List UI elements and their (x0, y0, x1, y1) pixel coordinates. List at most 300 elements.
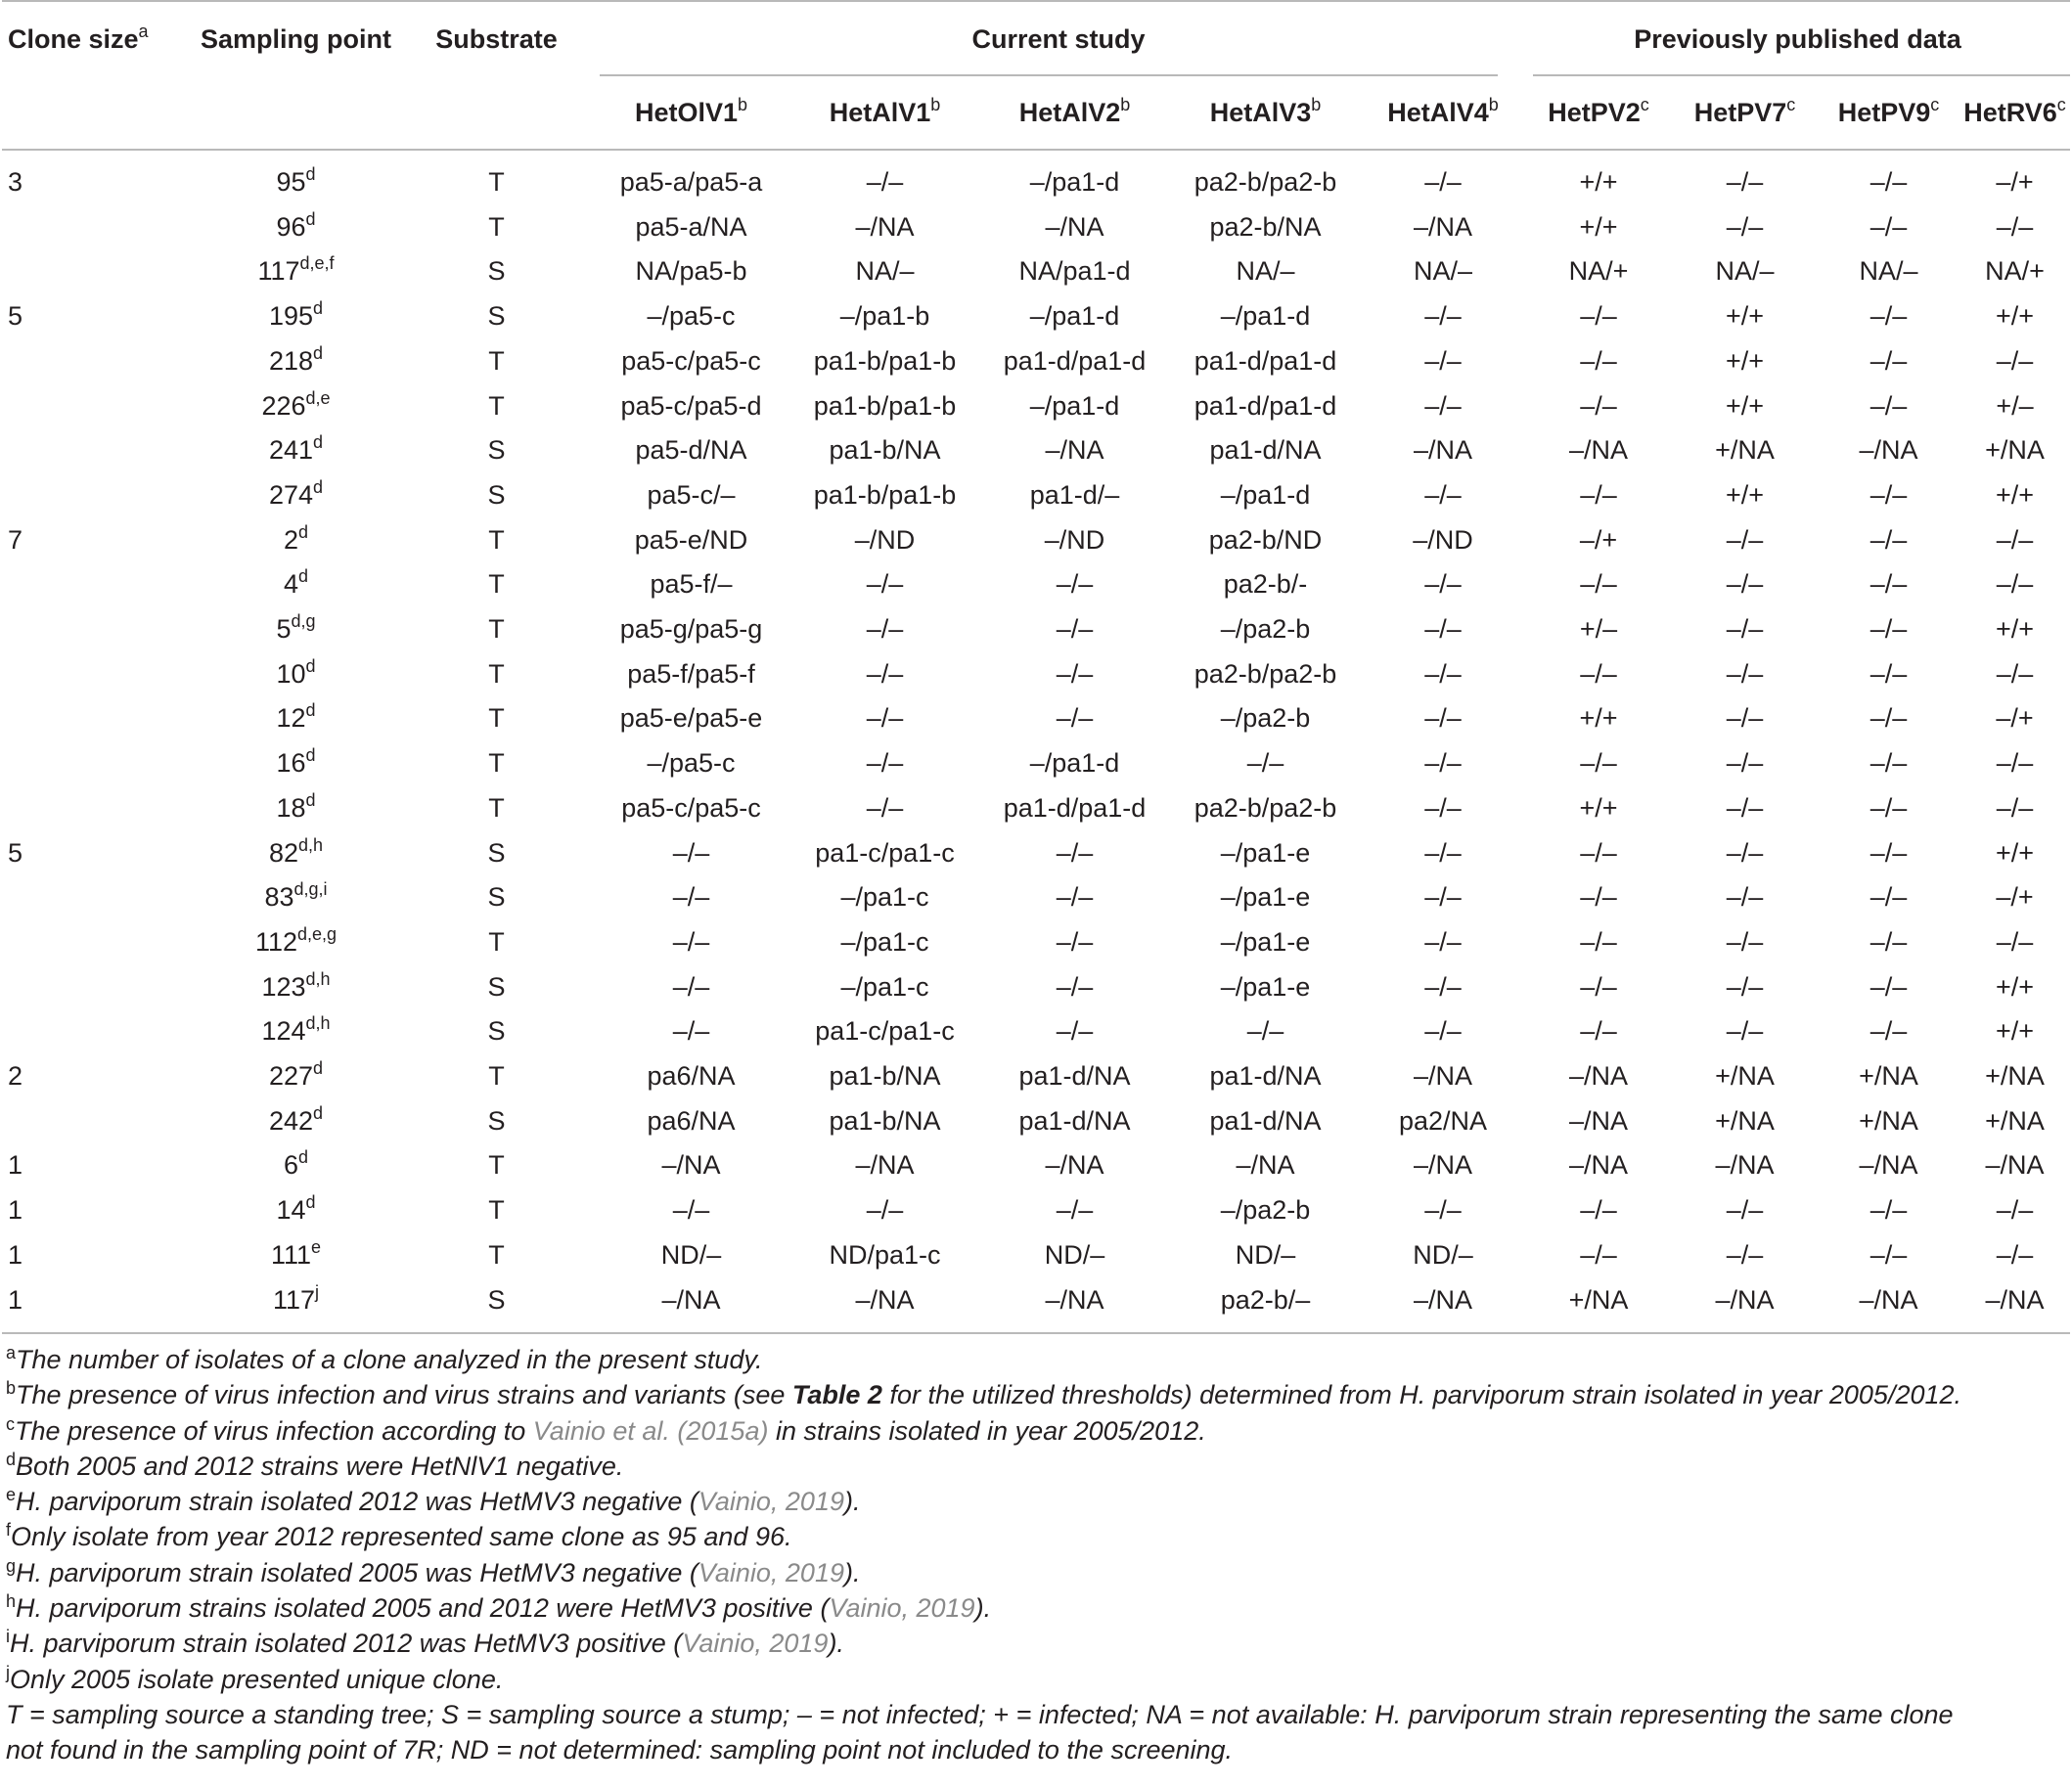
column-header-hetolv1: HetOlV1$^b$ (634, 95, 748, 127)
cell-hetolv1: pa5-c/pa5-c (621, 792, 761, 823)
reference-link[interactable]: Vainio, 2019 (829, 1593, 975, 1624)
cell-hetrv6: +/+ (1995, 1016, 2035, 1047)
cell-hetalv4: –/– (1424, 479, 1462, 510)
cell-hetrv6: –/– (1996, 1239, 2034, 1270)
cell-hetpv2: –/– (1580, 301, 1617, 332)
cell-hetpv9: –/– (1869, 345, 1908, 376)
reference-link[interactable]: Vainio, 2019 (698, 1487, 844, 1517)
cell-hetolv1: pa5-c/– (647, 479, 736, 510)
cell-hetalv2: –/NA (1045, 435, 1104, 466)
cell-substrate: S (487, 479, 506, 510)
table-row (2, 1143, 2070, 1188)
cell-hetpv7: –/– (1726, 703, 1764, 734)
cell-clone-size: 1 (8, 1195, 23, 1226)
table-header (2, 1, 2070, 150)
cell-substrate: S (487, 301, 506, 332)
cell-hetalv2: –/– (1056, 971, 1094, 1002)
cell-sampling-point: 242$^d$ (268, 1102, 324, 1136)
cell-clone-size (2, 965, 191, 1010)
cell-substrate: T (488, 926, 505, 957)
cell-substrate: T (488, 167, 505, 197)
table-row (2, 607, 2070, 652)
cell-hetalv4: –/NA (1413, 1061, 1473, 1092)
cell-hetalv3: pa1-d/NA (1209, 1105, 1322, 1136)
cell-sampling-point: 18$^d$ (276, 789, 316, 823)
cell-hetpv7: +/+ (1725, 345, 1765, 376)
cell-hetalv4: –/– (1424, 837, 1462, 868)
cell-hetolv1: NA/pa5-b (635, 256, 747, 287)
table-row (2, 1278, 2070, 1334)
footnotes (6, 1342, 2070, 1768)
footnote-f: $^f$Only isolate from year 2012 represented same clone as 95 and 96. (6, 1520, 792, 1552)
cell-hetalv3: –/pa1-e (1220, 837, 1311, 868)
cell-substrate: S (487, 971, 506, 1002)
cell-clone-size (2, 652, 191, 697)
cell-hetalv2: –/pa1-d (1029, 167, 1120, 197)
cell-hetpv2: +/+ (1579, 211, 1618, 242)
table-row (2, 518, 2070, 563)
cell-clone-size (2, 473, 191, 518)
cell-clone-size (2, 1009, 191, 1054)
cell-clone-size: 5 (8, 301, 23, 332)
cell-hetalv3: –/pa2-b (1220, 614, 1311, 645)
cell-hetpv7: –/– (1726, 882, 1764, 913)
cell-substrate: T (488, 1239, 505, 1270)
cell-hetalv1: –/pa1-b (839, 301, 930, 332)
cell-hetpv9: –/NA (1859, 1150, 1918, 1181)
cell-hetalv3: –/pa1-e (1220, 971, 1311, 1002)
cell-hetalv2: –/– (1056, 569, 1094, 600)
cell-substrate: T (488, 614, 505, 645)
table-row (2, 920, 2070, 965)
cell-hetpv7: NA/– (1715, 256, 1775, 287)
cell-sampling-point: 4$^d$ (283, 566, 309, 600)
cell-hetpv2: +/+ (1579, 167, 1618, 197)
cell-hetalv4: –/NA (1413, 1284, 1473, 1315)
cell-hetalv1: pa1-b/pa1-b (813, 390, 957, 421)
cell-hetpv2: –/– (1580, 1195, 1617, 1226)
cell-hetolv1: pa5-c/pa5-c (621, 345, 761, 376)
cell-sampling-point: 2$^d$ (283, 521, 309, 555)
cell-hetalv4: ND/– (1413, 1239, 1473, 1270)
cell-hetolv1: pa5-d/NA (635, 435, 747, 466)
cell-hetpv9: –/NA (1859, 435, 1918, 466)
cell-hetalv3: –/pa1-e (1220, 882, 1311, 913)
cell-hetrv6: NA/+ (1985, 256, 2045, 287)
cell-hetalv4: –/– (1424, 569, 1462, 600)
cell-hetrv6: –/– (1996, 524, 2034, 555)
cell-hetrv6: –/+ (1996, 167, 2034, 197)
cell-hetolv1: –/– (672, 926, 710, 957)
cell-hetalv3: pa1-d/NA (1209, 435, 1322, 466)
cell-hetalv2: –/NA (1045, 1284, 1104, 1315)
cell-hetolv1: pa5-e/pa5-e (619, 703, 763, 734)
cell-substrate: T (488, 524, 505, 555)
cell-hetrv6: +/– (1996, 390, 2034, 421)
table-body (2, 150, 2070, 1333)
cell-hetalv1: ND/pa1-c (829, 1239, 941, 1270)
cell-hetpv7: +/NA (1715, 1061, 1775, 1092)
footnote-b: $^b$The presence of virus infection and virus strains and variants (see Table 2 for the utilized thresholds) determined from H. parviporum strain isolated in year 2005/2012. (6, 1378, 1962, 1410)
cell-hetalv4: –/– (1424, 926, 1462, 957)
cell-clone-size (2, 1099, 191, 1144)
cell-hetalv1: pa1-b/NA (829, 1061, 941, 1092)
cell-sampling-point: 95$^d$ (276, 164, 316, 197)
cell-substrate: T (488, 658, 505, 689)
cell-hetrv6: –/– (1996, 748, 2034, 779)
footnote-d: $^d$Both 2005 and 2012 strains were HetNlV1 negative. (6, 1449, 624, 1481)
cell-clone-size (2, 428, 191, 473)
cell-hetalv4: –/NA (1413, 435, 1473, 466)
cell-hetalv3: –/pa1-d (1220, 479, 1311, 510)
cell-hetalv3: pa2-b/ND (1208, 524, 1323, 555)
cell-hetalv4: –/– (1424, 345, 1462, 376)
cell-hetrv6: –/NA (1985, 1150, 2045, 1181)
cell-hetpv2: –/– (1580, 926, 1617, 957)
cell-hetalv3: –/– (1246, 748, 1284, 779)
cell-hetolv1: –/– (672, 882, 710, 913)
cell-hetrv6: –/– (1996, 345, 2034, 376)
cell-hetpv2: –/– (1580, 390, 1617, 421)
table-row (2, 786, 2070, 831)
cell-hetalv2: –/NA (1045, 211, 1104, 242)
cell-hetalv3: pa2-b/- (1223, 569, 1308, 600)
cell-hetalv4: –/– (1424, 301, 1462, 332)
cell-hetalv2: –/– (1056, 614, 1094, 645)
cell-hetrv6: –/– (1996, 211, 2034, 242)
cell-hetalv1: –/– (866, 658, 904, 689)
cell-hetpv9: –/– (1869, 703, 1908, 734)
cell-hetpv9: –/– (1869, 1195, 1908, 1226)
cell-substrate: S (487, 1284, 506, 1315)
cell-hetalv3: pa2-b/NA (1209, 211, 1322, 242)
cell-hetpv9: –/– (1869, 926, 1908, 957)
cell-hetpv7: –/– (1726, 1195, 1764, 1226)
cell-hetalv1: –/NA (855, 211, 915, 242)
cell-sampling-point: 12$^d$ (276, 700, 316, 734)
cell-clone-size (2, 696, 191, 741)
cell-hetalv1: –/– (866, 614, 904, 645)
cell-hetalv4: –/– (1424, 167, 1462, 197)
cell-sampling-point: 117$^{d,e,f}$ (257, 253, 335, 287)
cell-hetolv1: pa6/NA (647, 1105, 736, 1136)
cell-hetpv2: –/– (1580, 748, 1617, 779)
cell-hetpv9: –/– (1869, 1016, 1908, 1047)
table-row (2, 150, 2070, 205)
table-row (2, 1009, 2070, 1054)
cell-hetrv6: –/– (1996, 658, 2034, 689)
cell-hetrv6: +/NA (1985, 1061, 2045, 1092)
cell-hetpv9: –/– (1869, 1239, 1908, 1270)
cell-sampling-point: 6$^d$ (283, 1147, 309, 1181)
cell-hetalv2: –/pa1-d (1029, 748, 1120, 779)
cell-hetalv3: –/pa2-b (1220, 703, 1311, 734)
cell-hetpv7: +/+ (1725, 301, 1765, 332)
cell-hetalv4: –/– (1424, 1195, 1462, 1226)
cell-substrate: T (488, 569, 505, 600)
cell-hetpv9: NA/– (1859, 256, 1918, 287)
cell-hetpv2: –/NA (1568, 435, 1629, 466)
cell-hetalv2: –/NA (1045, 1150, 1104, 1181)
column-header-hetpv7: HetPV7$^c$ (1693, 95, 1796, 127)
cell-hetpv2: +/+ (1579, 792, 1618, 823)
cell-hetalv4: –/NA (1413, 211, 1473, 242)
cell-hetalv2: –/– (1056, 1195, 1094, 1226)
cell-sampling-point: 111e (270, 1236, 322, 1270)
table-row (2, 339, 2070, 384)
cell-hetolv1: –/NA (661, 1284, 721, 1315)
cell-hetalv4: –/– (1424, 792, 1462, 823)
cell-hetalv2: –/– (1056, 658, 1094, 689)
table-row (2, 384, 2070, 429)
cell-hetalv1: –/– (866, 167, 904, 197)
cell-hetrv6: –/– (1996, 569, 2034, 600)
cell-hetalv4: –/– (1424, 614, 1462, 645)
cell-hetalv2: pa1-d/pa1-d (1003, 345, 1147, 376)
cell-hetalv3: pa2-b/pa2-b (1194, 792, 1337, 823)
cell-hetalv3: pa1-d/NA (1209, 1061, 1322, 1092)
cell-sampling-point: 5$^{d,g}$ (276, 611, 316, 645)
cell-sampling-point: 123$^{d,h}$ (261, 968, 331, 1002)
header-previous-data: Previously published data (1525, 1, 2070, 76)
cell-substrate: T (488, 1061, 505, 1092)
cell-hetpv7: –/NA (1715, 1150, 1775, 1181)
cell-clone-size (2, 920, 191, 965)
cell-hetpv2: +/– (1579, 614, 1618, 645)
column-header-hetpv9: HetPV9$^c$ (1837, 95, 1940, 127)
cell-hetolv1: –/pa5-c (647, 748, 736, 779)
cell-hetalv3: –/pa1-d (1220, 301, 1311, 332)
cell-hetalv2: ND/– (1044, 1239, 1105, 1270)
cell-hetpv7: –/– (1726, 837, 1764, 868)
cell-hetpv7: –/– (1726, 167, 1764, 197)
cell-sampling-point: 274$^d$ (268, 476, 324, 510)
cell-hetalv4: –/– (1424, 748, 1462, 779)
table-row (2, 875, 2070, 920)
cell-hetolv1: –/pa5-c (647, 301, 736, 332)
cell-substrate: S (487, 882, 506, 913)
cell-hetpv7: –/– (1726, 792, 1764, 823)
footnote-g: $^g$H. parviporum strain isolated 2005 was HetMV3 negative (Vainio, 2019). (6, 1555, 861, 1587)
cell-hetpv7: –/– (1726, 1239, 1764, 1270)
cell-hetpv7: –/– (1726, 658, 1764, 689)
cell-hetpv7: –/– (1726, 524, 1764, 555)
cell-clone-size: 5 (8, 837, 23, 868)
cell-hetpv9: –/– (1869, 971, 1908, 1002)
cell-substrate: S (487, 256, 506, 287)
cell-hetpv2: –/+ (1579, 524, 1618, 555)
cell-hetpv2: –/NA (1568, 1150, 1629, 1181)
cell-clone-size (2, 339, 191, 384)
cell-clone-size (2, 249, 191, 294)
cell-clone-size (2, 741, 191, 786)
table-row (2, 294, 2070, 339)
cell-hetalv3: –/NA (1236, 1150, 1295, 1181)
cell-hetalv3: –/– (1246, 1016, 1284, 1047)
cell-hetalv1: –/– (866, 703, 904, 734)
cell-clone-size: 7 (8, 524, 23, 555)
cell-sampling-point: 226$^{d,e}$ (261, 387, 331, 421)
cell-hetpv9: –/NA (1859, 1284, 1918, 1315)
column-header-hetalv4: HetAlV4$^b$ (1387, 95, 1499, 127)
cell-hetpv2: –/– (1580, 658, 1617, 689)
cell-substrate: S (487, 1105, 506, 1136)
cell-hetpv9: –/– (1869, 301, 1908, 332)
table-row (2, 652, 2070, 697)
cell-hetolv1: –/NA (661, 1150, 721, 1181)
cell-hetrv6: +/NA (1985, 1105, 2045, 1136)
cell-hetolv1: pa5-f/– (650, 569, 733, 600)
cell-hetolv1: pa5-a/NA (635, 211, 747, 242)
footnote-i: $^i$H. parviporum strain isolated 2012 was HetMV3 positive (Vainio, 2019). (6, 1627, 844, 1659)
cell-substrate: T (488, 792, 505, 823)
table-row (2, 428, 2070, 473)
cell-sampling-point: 83$^{d,g,i}$ (264, 879, 328, 913)
cell-clone-size (2, 562, 191, 607)
table-row (2, 249, 2070, 294)
table-row (2, 1188, 2070, 1233)
cell-hetalv4: –/– (1424, 658, 1462, 689)
cell-hetpv2: –/– (1580, 479, 1617, 510)
footnote-e: $^e$H. parviporum strain isolated 2012 was HetMV3 negative (Vainio, 2019). (6, 1485, 861, 1517)
cell-hetalv1: –/ND (854, 524, 916, 555)
cell-hetolv1: –/– (672, 1016, 710, 1047)
header-clone-size: Clone size$^a$ (8, 22, 149, 54)
cell-hetpv9: –/– (1869, 167, 1908, 197)
table-row (2, 741, 2070, 786)
cell-hetalv3: –/pa1-e (1220, 926, 1311, 957)
cell-hetpv9: –/– (1869, 837, 1908, 868)
cell-hetolv1: pa5-e/ND (634, 524, 748, 555)
legend-line-2: not found in the sampling point of 7R; ND = not determined: sampling point not included to the screening. (6, 1735, 1234, 1765)
cell-hetpv7: –/– (1726, 748, 1764, 779)
footnote-c: $^c$The presence of virus infection according to Vainio et al. (2015a) in strains isolated in year 2005/2012. (6, 1413, 1206, 1446)
cell-hetalv1: –/pa1-c (840, 926, 929, 957)
cell-hetalv1: pa1-b/NA (829, 435, 941, 466)
cell-hetpv9: –/– (1869, 479, 1908, 510)
cell-hetolv1: pa5-c/pa5-d (620, 390, 762, 421)
column-header-hetalv1: HetAlV1$^b$ (829, 95, 941, 127)
cell-sampling-point: 227$^d$ (268, 1058, 324, 1092)
cell-hetalv4: –/ND (1413, 524, 1473, 555)
table-row (2, 1099, 2070, 1144)
cell-hetpv7: –/– (1726, 211, 1764, 242)
table-row (2, 696, 2070, 741)
cell-hetpv9: –/– (1869, 748, 1908, 779)
footnote-h: $^h$H. parviporum strains isolated 2005 and 2012 were HetMV3 positive (Vainio, 2019). (6, 1591, 992, 1624)
cell-hetalv1: –/NA (855, 1150, 915, 1181)
cell-substrate: T (488, 748, 505, 779)
cell-hetrv6: –/NA (1985, 1284, 2045, 1315)
cell-hetrv6: –/– (1996, 792, 2034, 823)
cell-hetalv3: pa2-b/pa2-b (1194, 658, 1337, 689)
cell-sampling-point: 112$^{d,e,g}$ (254, 923, 338, 957)
cell-hetpv7: –/– (1726, 614, 1764, 645)
cell-hetalv4: –/– (1424, 1016, 1462, 1047)
cell-hetalv1: –/pa1-c (840, 882, 929, 913)
cell-hetolv1: –/– (672, 971, 710, 1002)
reference-link[interactable]: Vainio et al. (2015a) (532, 1415, 769, 1446)
cell-hetalv2: –/– (1056, 837, 1094, 868)
cell-hetalv2: –/– (1056, 882, 1094, 913)
cell-hetrv6: +/+ (1995, 614, 2035, 645)
cell-hetalv1: pa1-c/pa1-c (815, 837, 955, 868)
cell-hetpv9: –/– (1869, 882, 1908, 913)
cell-substrate: T (488, 1195, 505, 1226)
table-row (2, 965, 2070, 1010)
footnote-a: $^a$The number of isolates of a clone analyzed in the present study. (6, 1343, 763, 1374)
cell-sampling-point: 241$^d$ (268, 432, 324, 466)
cell-clone-size: 1 (8, 1284, 23, 1315)
cell-hetpv9: –/– (1869, 792, 1908, 823)
cell-sampling-point: 124$^{d,h}$ (261, 1013, 331, 1047)
cell-substrate: S (487, 1016, 506, 1047)
cell-hetpv9: +/NA (1859, 1061, 1918, 1092)
cell-hetalv1: NA/– (855, 256, 915, 287)
column-header-hetpv2: HetPV2$^c$ (1548, 95, 1649, 127)
cell-clone-size: 1 (8, 1239, 23, 1270)
cell-hetrv6: –/+ (1996, 703, 2034, 734)
cell-hetalv2: –/– (1056, 1016, 1094, 1047)
cell-hetolv1: pa6/NA (647, 1061, 736, 1092)
cell-hetrv6: –/+ (1996, 882, 2034, 913)
cell-hetpv2: –/– (1580, 971, 1617, 1002)
cell-hetalv2: –/ND (1044, 524, 1105, 555)
legend-line-1: T = sampling source a standing tree; S = sampling source a stump; – = not infected; + = infected; NA = not available: H. parviporum strain representing the same clone (6, 1699, 1954, 1729)
cell-hetpv9: –/– (1869, 390, 1908, 421)
cell-hetpv2: –/NA (1568, 1105, 1629, 1136)
cell-hetpv9: +/NA (1859, 1105, 1918, 1136)
reference-link[interactable]: Vainio, 2019 (682, 1629, 829, 1659)
reference-link[interactable]: Vainio, 2019 (698, 1557, 844, 1587)
cell-substrate: T (488, 345, 505, 376)
table-row (2, 1054, 2070, 1099)
cell-sampling-point: 218$^d$ (268, 342, 324, 376)
cell-hetpv2: –/NA (1568, 1061, 1629, 1092)
column-header-hetalv2: HetAlV2$^b$ (1018, 95, 1131, 127)
cell-hetalv2: pa1-d/– (1029, 479, 1120, 510)
cell-hetpv9: –/– (1869, 524, 1908, 555)
cell-hetalv3: pa2-b/– (1220, 1284, 1311, 1315)
header-sampling-point: Sampling point (201, 24, 391, 54)
cell-hetrv6: –/– (1996, 1195, 2034, 1226)
cell-hetalv1: –/– (866, 1195, 904, 1226)
cell-hetalv4: pa2/NA (1398, 1105, 1488, 1136)
cell-hetpv9: –/– (1869, 211, 1908, 242)
cell-hetalv3: –/pa2-b (1220, 1195, 1311, 1226)
cell-hetpv7: –/– (1726, 1016, 1764, 1047)
cell-hetalv2: –/– (1056, 703, 1094, 734)
cell-hetalv1: pa1-b/pa1-b (813, 345, 957, 376)
cell-hetalv4: –/– (1424, 882, 1462, 913)
cell-hetalv2: –/– (1056, 926, 1094, 957)
cell-hetalv1: pa1-c/pa1-c (815, 1016, 955, 1047)
column-header-row (2, 76, 2070, 150)
cell-clone-size: 3 (8, 167, 23, 197)
header-substrate: Substrate (435, 24, 558, 54)
cell-hetolv1: pa5-g/pa5-g (619, 614, 763, 645)
cell-clone-size (2, 875, 191, 920)
cell-hetpv2: –/– (1580, 1016, 1617, 1047)
cell-clone-size (2, 786, 191, 831)
cell-hetpv7: –/NA (1715, 1284, 1775, 1315)
virus-table (2, 0, 2070, 1334)
cell-hetpv9: –/– (1869, 614, 1908, 645)
cell-hetalv1: –/– (866, 569, 904, 600)
cell-clone-size: 2 (8, 1061, 23, 1092)
cell-hetpv2: NA/+ (1568, 256, 1629, 287)
header-current-study: Current study (592, 1, 1525, 76)
